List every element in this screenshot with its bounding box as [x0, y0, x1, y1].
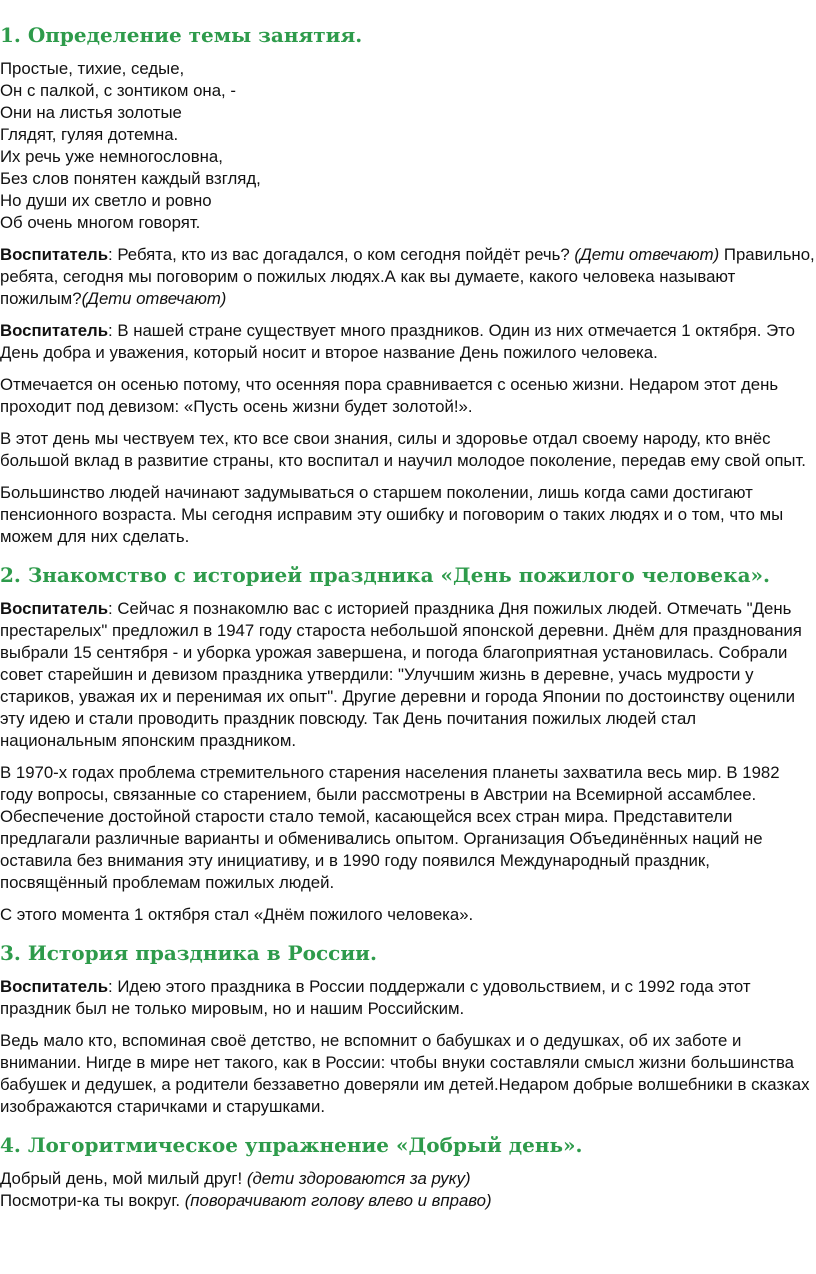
paragraph: Ведь мало кто, вспоминая своё детство, не вспомнит о бабушках и о дедушках, об их заботе и внимании. Нигде в мире нет такого, как в России: чтобы внуки составляли смысл жизни большинства бабушек и дедушек, а родители беззаветно доверяли им детей.Недаром добрые волшебники в сказках изображаются старичками и старушками.	[0, 1031, 810, 1116]
paragraph-text: : В нашей стране существует много праздников. Один из них отмечается 1 октября. Это День добра и уважения, который носит и второе название День пожилого человека.	[0, 321, 795, 362]
section-3-heading: 3. История праздника в России.	[0, 941, 377, 965]
paragraph-text: Правильно, ребята, сегодня мы поговорим о пожилых людях.А как вы думаете, какого человека называют пожилым?	[0, 245, 815, 308]
paragraph: С этого момента 1 октября стал «Днём пожилого человека».	[0, 905, 474, 924]
speaker-label: Воспитатель	[0, 321, 109, 340]
poem-line: Их речь уже немногословна,	[0, 147, 223, 166]
paragraph: В 1970-х годах проблема стремительного старения населения планеты захватила весь мир. В 1982 году вопросы, связанные со старением, были рассмотрены в Австрии на Всемирной ассамблее. Обеспечение достойной старости стало темой, касающейся всех стран мира. Представители предлагали различные варианты и обменивались опытом. Организация Объединённых наций не оставила без внимания эту инициативу, и в 1990 году появился Международный праздник, посвящённый проблемам пожилых людей.	[0, 763, 780, 892]
section-2-heading: 2. Знакомство с историей праздника «День пожилого человека».	[0, 563, 771, 587]
poem	[0, 58, 816, 234]
paragraph	[0, 320, 816, 364]
poem-line: Простые, тихие, седые,	[0, 59, 185, 78]
paragraph: Большинство людей начинают задумываться о старшем поколении, лишь когда сами достигают пенсионного возраста. Мы сегодня исправим эту ошибку и поговорим о таких людях и о том, что мы можем для них сделать.	[0, 483, 784, 546]
paragraph-text: : Идею этого праздника в России поддержали с удовольствием, и с 1992 года этот праздник был не только мировым, но и нашим Российским.	[0, 977, 751, 1018]
stage-direction: (Дети отвечают)	[574, 245, 720, 264]
poem-line: Без слов понятен каждый взгляд,	[0, 169, 261, 188]
exercise-line	[0, 1190, 816, 1212]
paragraph-text: : Ребята, кто из вас догадался, о ком сегодня пойдёт речь?	[108, 245, 575, 264]
exercise-line	[0, 1168, 816, 1190]
stage-direction: (дети здороваются за руку)	[246, 1169, 471, 1188]
section-1-heading: 1. Определение темы занятия.	[0, 23, 363, 47]
poem-line: Об очень многом говорят.	[0, 213, 201, 232]
poem-line: Глядят, гуляя дотемна.	[0, 125, 179, 144]
paragraph	[0, 976, 816, 1020]
speaker-label: Воспитатель	[0, 977, 109, 996]
paragraph-text: : Сейчас я познакомлю вас с историей праздника Дня пожилых людей. Отмечать "День престарелых" предложил в 1947 году староста небольшой японской деревни. Днём для празднования выбрали 15 сентября - и уборка урожая завершена, и погода благоприятная установилась. Собрали совет старейшин и девизом праздника утвердили: "Улучшим жизнь в деревне, учась мудрости у стариков, уважая их и перенимая их опыт". Другие деревни и города Японии по достоинству оценили эту идею и стали проводить праздник повсюду. Так День почитания пожилых людей стал национальным японским праздником.	[0, 599, 802, 750]
exercise-text: Добрый день, мой милый друг!	[0, 1169, 247, 1188]
speaker-label: Воспитатель	[0, 599, 109, 618]
exercise-lines	[0, 1168, 816, 1212]
stage-direction: (Дети отвечают)	[81, 289, 227, 308]
section-4-heading: 4. Логоритмическое упражнение «Добрый день».	[0, 1133, 583, 1157]
paragraph	[0, 598, 816, 752]
speaker-label: Воспитатель	[0, 245, 109, 264]
poem-line: Они на листья золотые	[0, 103, 182, 122]
paragraph: В этот день мы чествуем тех, кто все свои знания, силы и здоровье отдал своему народу, кто внёс большой вклад в развитие страны, кто воспитал и научил молодое поколение, передав ему свой опыт.	[0, 429, 806, 470]
paragraph	[0, 244, 816, 310]
poem-line: Но души их светло и ровно	[0, 191, 212, 210]
poem-line: Он с палкой, с зонтиком она, -	[0, 81, 236, 100]
paragraph: Отмечается он осенью потому, что осенняя пора сравнивается с осенью жизни. Недаром этот день проходит под девизом: «Пусть осень жизни будет золотой!».	[0, 375, 779, 416]
exercise-text: Посмотри-ка ты вокруг.	[0, 1191, 185, 1210]
stage-direction: (поворачивают голову влево и вправо)	[184, 1191, 492, 1210]
